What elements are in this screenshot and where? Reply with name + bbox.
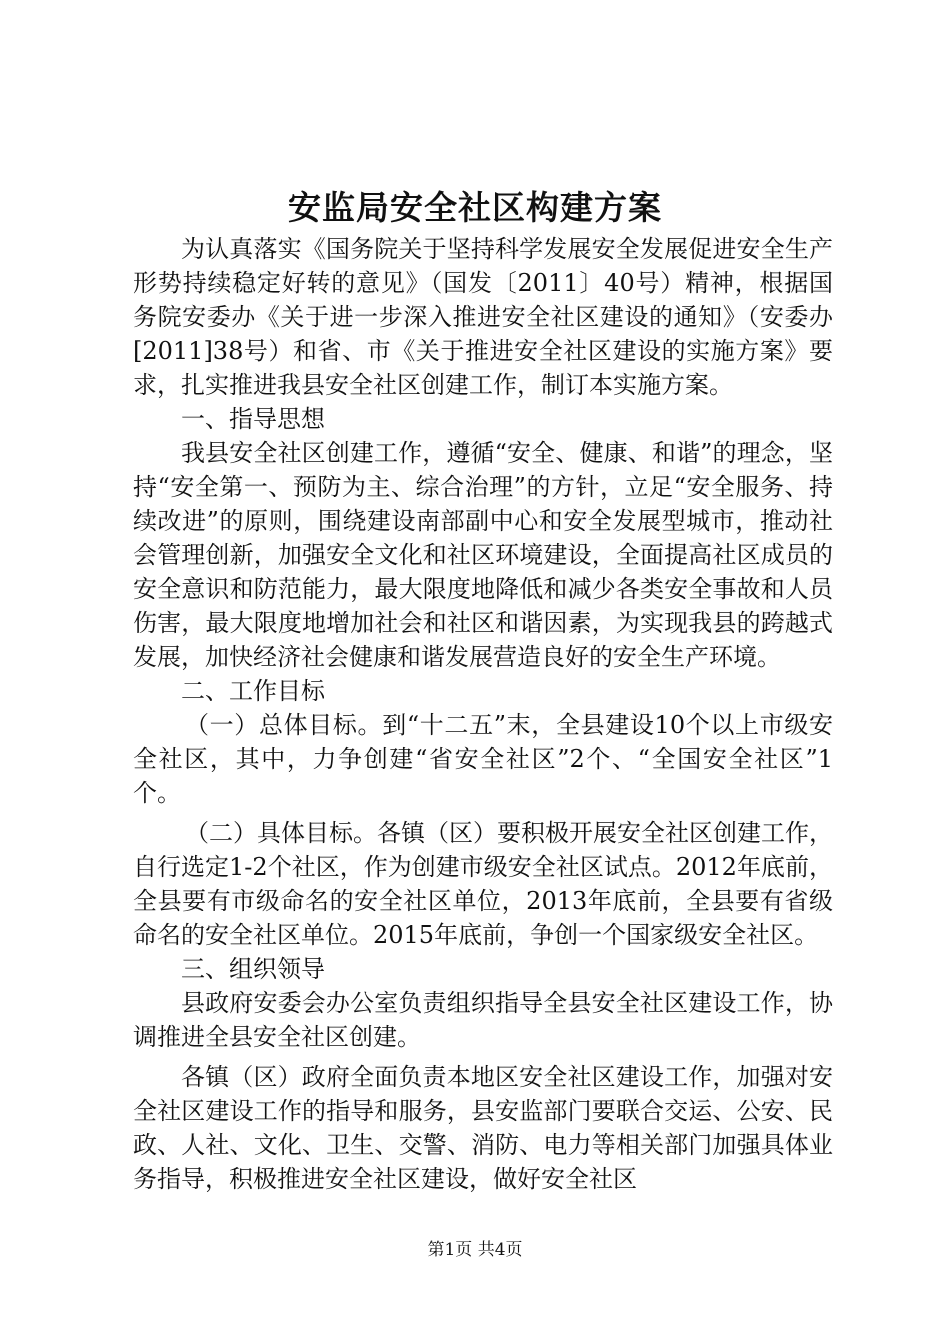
paragraph-organization-office: 县政府安委会办公室负责组织指导全县安全社区建设工作，协调推进全县安全社区创建。	[133, 989, 833, 1051]
page-footer: 第1页 共4页	[427, 1240, 523, 1260]
paragraph-overall-goal: （一）总体目标。到“十二五”末，全县建设10个以上市级安全社区，其中，力争创建“省安全社区”2个、“全国安全社区”1个。	[133, 711, 833, 807]
section-heading-organization: 三、组织领导	[181, 955, 325, 983]
paragraph-organization-towns: 各镇（区）政府全面负责本地区安全社区建设工作，加强对安全社区建设工作的指导和服务，县安监部门要联合交运、公安、民政、人社、文化、卫生、交警、消防、电力等相关部门加强具体业务指导，积极推进安全社区建设，做好安全社区	[133, 1063, 833, 1193]
section-heading-guiding-ideology: 一、指导思想	[181, 405, 325, 433]
document-title: 安监局安全社区构建方案	[288, 188, 662, 227]
document-body	[133, 232, 833, 1196]
paragraph-intro: 为认真落实《国务院关于坚持科学发展安全发展促进安全生产形势持续稳定好转的意见》（国发〔2011〕40号）精神，根据国务院安委办《关于进一步深入推进安全社区建设的通知》（安委办[2011]38号）和省、市《关于推进安全社区建设的实施方案》要求，扎实推进我县安全社区创建工作，制订本实施方案。	[133, 235, 833, 399]
section-heading-work-goals: 二、工作目标	[181, 677, 325, 705]
paragraph-specific-goal: （二）具体目标。各镇（区）要积极开展安全社区创建工作，自行选定1-2个社区，作为创建市级安全社区试点。2012年底前，全县要有市级命名的安全社区单位，2013年底前，全县要有省级命名的安全社区单位。2015年底前，争创一个国家级安全社区。	[133, 819, 833, 949]
paragraph-guiding-ideology: 我县安全社区创建工作，遵循“安全、健康、和谐”的理念，坚持“安全第一、预防为主、综合治理”的方针，立足“安全服务、持续改进”的原则，围绕建设南部副中心和安全发展型城市，推动社会管理创新，加强安全文化和社区环境建设，全面提高社区成员的安全意识和防范能力，最大限度地降低和减少各类安全事故和人员伤害，最大限度地增加社会和社区和谐因素，为实现我县的跨越式发展，加快经济社会健康和谐发展营造良好的安全生产环境。	[133, 439, 833, 671]
